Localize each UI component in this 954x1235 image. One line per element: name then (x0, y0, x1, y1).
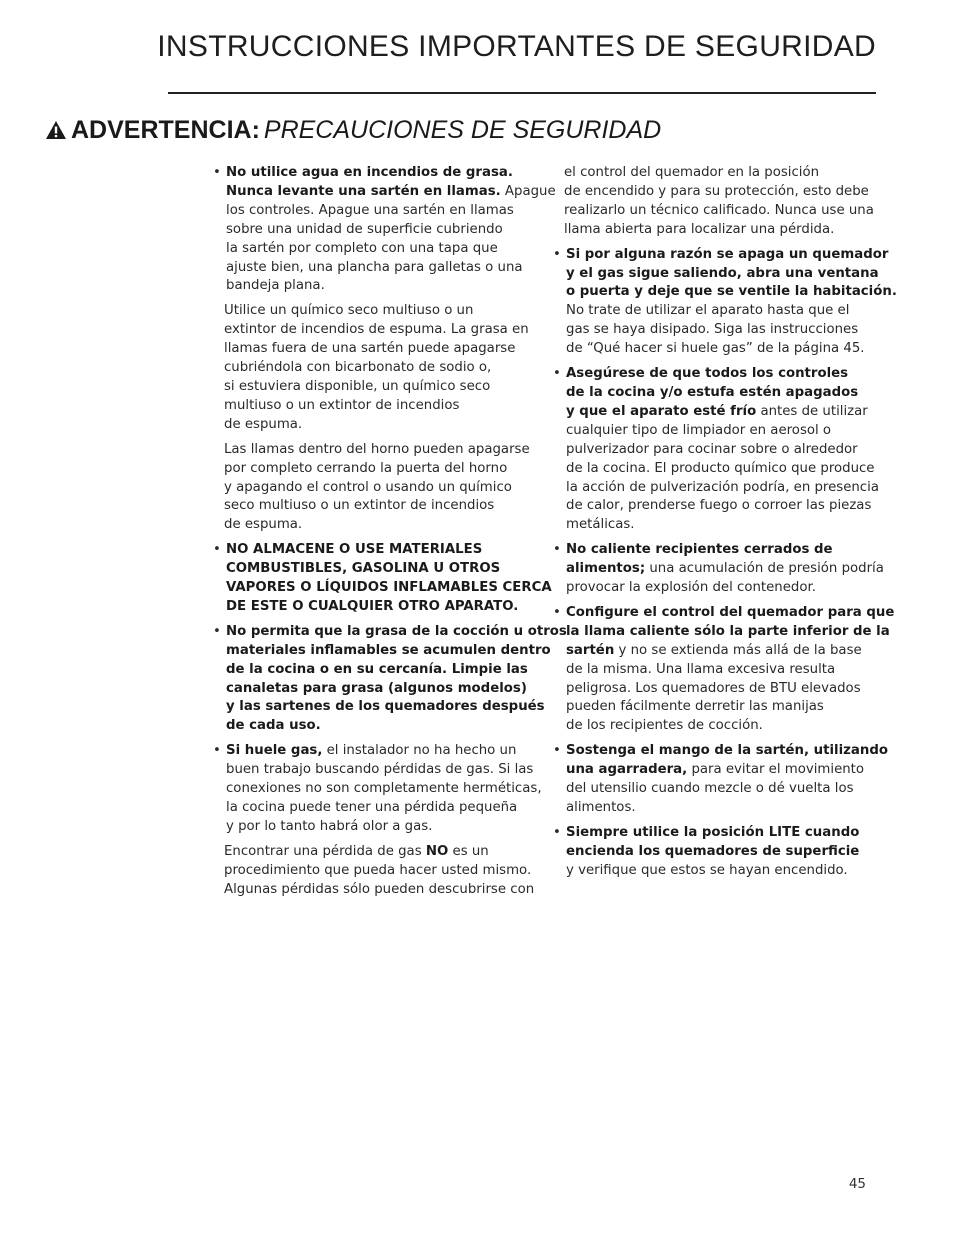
bold-text: Configure el control del quemador para que (566, 604, 895, 620)
body-text: bandeja plana. (226, 278, 325, 294)
text-line (226, 661, 567, 680)
text-line (566, 843, 888, 862)
text-line (566, 340, 897, 359)
bullet-item (213, 742, 543, 837)
bullet-text (566, 541, 888, 598)
text-line (566, 761, 888, 780)
text-line (224, 302, 543, 321)
body-text: de encendido y para su protección, esto debe (564, 183, 869, 199)
text-line (224, 416, 543, 435)
bold-text: la llama caliente sólo la parte inferior de la (566, 623, 890, 639)
text-line (226, 761, 543, 780)
page-title: INSTRUCCIONES IMPORTANTES DE SEGURIDAD (157, 30, 876, 63)
text-line (566, 541, 888, 560)
text-line (566, 661, 894, 680)
bullet-dot: • (213, 165, 221, 180)
text-line (224, 881, 543, 900)
bullet-text (566, 742, 888, 818)
bold-text: No permita que la grasa de la cocción u otros (226, 623, 567, 639)
body-text: de espuma. (224, 416, 303, 432)
body-text: la sartén por completo con una tapa que (226, 240, 498, 256)
body-text: de “Qué hacer si huele gas” de la página 45. (566, 341, 865, 357)
bold-text: DE ESTE O CUALQUIER OTRO APARATO. (226, 598, 519, 614)
bullet-item (553, 541, 888, 598)
body-text: peligrosa. Los quemadores de BTU elevados (566, 680, 861, 696)
body-text: seco multiuso o un extintor de incendios (224, 498, 495, 514)
bold-text: Siempre utilice la posición LITE cuando (566, 824, 860, 840)
bullet-dot: • (553, 366, 561, 382)
text-line (566, 717, 894, 736)
bullet-item (553, 742, 888, 818)
body-text: buen trabajo buscando pérdidas de gas. Si las (226, 762, 534, 778)
bold-text: materiales inflamables se acumulen dentro (226, 642, 551, 658)
text-line (566, 698, 894, 717)
bullet-item (213, 541, 552, 617)
text-line (566, 246, 897, 265)
bold-text: Si por alguna razón se apaga un quemador (566, 246, 889, 262)
bold-text: canaletas para grasa (algunos modelos) (226, 680, 527, 696)
body-text: de espuma. (224, 517, 303, 533)
text-line (226, 598, 552, 617)
body-text: la acción de pulverización podría, en presencia (566, 479, 879, 495)
text-line (224, 862, 543, 881)
text-line (566, 604, 894, 623)
body-text: alimentos. (566, 800, 636, 815)
text-line (566, 460, 888, 479)
bold-text: sartén (566, 642, 615, 658)
bullet-item (213, 164, 556, 296)
bullet-dot: • (213, 623, 221, 639)
body-text: gas se haya disipado. Siga las instrucciones (566, 322, 859, 338)
body-text: y verifique que estos se hayan encendido. (566, 862, 848, 878)
bullet-text (566, 365, 888, 535)
text-line (224, 497, 543, 516)
bold-text: una agarradera, (566, 762, 688, 778)
bold-text: Nunca levante una sartén en llamas. (226, 183, 501, 199)
text-line (226, 799, 543, 818)
text-line (226, 818, 543, 837)
text-line (566, 824, 888, 843)
text-line (224, 321, 543, 340)
bullet-dot: • (213, 542, 221, 558)
text-line (566, 265, 897, 284)
text-line (224, 441, 543, 460)
text-line (566, 441, 888, 460)
body-text: de calor, prenderse fuego o corroer las piezas (566, 498, 872, 514)
text-line (226, 164, 556, 183)
bullet-text (226, 541, 552, 617)
bullet-dot: • (553, 604, 561, 620)
body-text: y no se extienda más allá de la base (614, 642, 862, 658)
left-column (213, 164, 567, 906)
text-line (566, 780, 888, 799)
text-line (566, 422, 888, 441)
body-text: antes de utilizar (756, 403, 868, 419)
bold-text: VAPORES O LÍQUIDOS INFLAMABLES CERCA (226, 580, 552, 596)
body-text: y por lo tanto habrá olor a gas. (226, 818, 433, 834)
text-line (224, 359, 543, 378)
text-line (564, 164, 888, 183)
text-line (226, 642, 567, 661)
paragraph (553, 164, 888, 240)
text-line (566, 862, 888, 881)
bold-text: o puerta y deje que se ventile la habitación. (566, 284, 897, 300)
bold-text: No caliente recipientes cerrados de (566, 542, 833, 558)
body-text: y apagando el control o usando un químico (224, 479, 512, 495)
text-line (566, 742, 888, 761)
bullet-dot: • (553, 246, 561, 262)
bullet-item (553, 604, 895, 736)
bold-text: de cada uso. (226, 718, 321, 734)
text-line (226, 183, 556, 202)
page-number: 45 (848, 1176, 866, 1192)
bullet-text (226, 164, 556, 296)
bold-text: Asegúrese de que todos los controles (566, 366, 849, 382)
body-text: extintor de incendios de espuma. La grasa en (224, 322, 529, 338)
body-text: por completo cerrando la puerta del horno (224, 460, 508, 476)
text-line (226, 742, 543, 761)
bullet-text (226, 742, 543, 837)
warning-label: ADVERTENCIA: (71, 116, 260, 144)
body-text: Las llamas dentro del horno pueden apagarse (224, 441, 530, 457)
body-text: los controles. Apague una sartén en llamas (226, 202, 514, 218)
bold-text: y el gas sigue saliendo, abra una ventana (566, 265, 879, 281)
text-line (566, 479, 888, 498)
bullet-item (553, 365, 888, 535)
paragraph (213, 843, 543, 900)
body-text: de la misma. Una llama excesiva resulta (566, 661, 836, 677)
text-line (566, 799, 888, 818)
body-text: llama abierta para localizar una pérdida. (564, 221, 835, 237)
text-line (566, 302, 897, 321)
body-text: sobre una unidad de superficie cubriendo (226, 221, 503, 237)
text-line (566, 283, 897, 302)
text-line (564, 183, 888, 202)
body-text: Apague (500, 183, 556, 199)
text-line (224, 460, 543, 479)
text-line (566, 560, 888, 579)
bold-text: de la cocina y/o estufa estén apagados (566, 384, 859, 400)
text-line (224, 378, 543, 397)
text-line (566, 384, 888, 403)
body-text: No trate de utilizar el aparato hasta que el (566, 303, 850, 319)
text-line (226, 240, 556, 259)
body-text: el control del quemador en la posición (564, 165, 820, 180)
text-line (224, 397, 543, 416)
body-text: es un (448, 843, 489, 859)
bullet-text (566, 824, 888, 881)
text-line (226, 259, 556, 278)
bullet-dot: • (553, 743, 561, 759)
bold-text: y que el aparato esté frío (566, 403, 757, 419)
bullet-item (553, 824, 888, 881)
body-text: metálicas. (566, 517, 635, 533)
right-column (553, 164, 897, 887)
warning-heading (45, 116, 661, 147)
text-line (566, 623, 894, 642)
body-text: cubriéndola con bicarbonato de sodio o, (224, 360, 492, 376)
text-line (224, 516, 543, 535)
text-line (226, 717, 567, 736)
text-line (566, 680, 894, 699)
text-line (224, 843, 543, 862)
bold-text: encienda los quemadores de superficie (566, 843, 860, 859)
body-text: pulverizador para cocinar sobre o alrededor (566, 441, 858, 457)
bold-text: COMBUSTIBLES, GASOLINA U OTROS (226, 561, 501, 577)
body-text: una acumulación de presión podría (645, 561, 884, 577)
bullet-text (566, 604, 894, 736)
text-line (564, 202, 888, 221)
body-text: Encontrar una pérdida de gas (224, 843, 426, 859)
body-text: de la cocina. El producto químico que produce (566, 460, 875, 476)
body-text: ajuste bien, una plancha para galletas o una (226, 259, 523, 275)
bold-text: Sostenga el mango de la sartén, utilizando (566, 743, 888, 759)
body-text: cualquier tipo de limpiador en aerosol o (566, 422, 832, 438)
body-text: para evitar el movimiento (687, 762, 865, 778)
body-text: provocar la explosión del contenedor. (566, 580, 816, 596)
text-line (566, 321, 897, 340)
text-line (226, 541, 552, 560)
text-line (566, 403, 888, 422)
text-line (564, 221, 888, 240)
body-text: del utensilio cuando mezcle o dé vuelta los (566, 781, 854, 797)
text-line (226, 780, 543, 799)
text-line (224, 340, 543, 359)
bullet-item (213, 623, 567, 736)
bullet-dot: • (213, 743, 221, 759)
text-line (226, 560, 552, 579)
bullet-text (226, 623, 567, 736)
body-text: conexiones no son completamente herméticas, (226, 781, 542, 797)
paragraph (213, 441, 543, 536)
body-text: llamas fuera de una sartén puede apagarse (224, 341, 516, 357)
body-text: la cocina puede tener una pérdida pequeña (226, 800, 518, 815)
bold-text: NO ALMACENE O USE MATERIALES (226, 542, 483, 558)
text-line (566, 516, 888, 535)
text-line (226, 579, 552, 598)
text-line (226, 698, 567, 717)
text-line (566, 497, 888, 516)
bold-text: No utilice agua en incendios de grasa. (226, 165, 513, 180)
bold-text: de la cocina o en su cercanía. Limpie las (226, 661, 528, 677)
body-text: multiuso o un extintor de incendios (224, 397, 460, 413)
body-text: Algunas pérdidas sólo pueden descubrirse con (224, 881, 535, 897)
bullet-dot: • (553, 542, 561, 558)
text-line (226, 623, 567, 642)
text-line (226, 221, 556, 240)
bold-text: y las sartenes de los quemadores después (226, 699, 545, 715)
warning-triangle-icon (45, 118, 67, 147)
text-line (566, 579, 888, 598)
text-line (226, 680, 567, 699)
body-text: realizarlo un técnico calificado. Nunca use una (564, 202, 874, 218)
text-line (224, 479, 543, 498)
text-line (566, 642, 894, 661)
body-text: procedimiento que pueda hacer usted mismo. (224, 862, 532, 878)
text-line (226, 202, 556, 221)
body-text: pueden fácilmente derretir las manijas (566, 699, 824, 715)
bold-text: alimentos; (566, 561, 646, 577)
bullet-text (566, 246, 897, 359)
warning-subtitle: PRECAUCIONES DE SEGURIDAD (263, 116, 662, 144)
bold-text: Si huele gas, (226, 743, 323, 759)
paragraph (213, 302, 543, 434)
body-text: el instalador no ha hecho un (322, 743, 517, 759)
body-text: de los recipientes de cocción. (566, 718, 763, 734)
bullet-dot: • (553, 824, 561, 840)
bold-text: NO (425, 843, 449, 859)
text-line (226, 277, 556, 296)
bullet-item (553, 246, 897, 359)
header-divider (168, 92, 876, 94)
text-line (566, 365, 888, 384)
body-text: Utilice un químico seco multiuso o un (224, 303, 474, 319)
body-text: si estuviera disponible, un químico seco (224, 378, 491, 394)
